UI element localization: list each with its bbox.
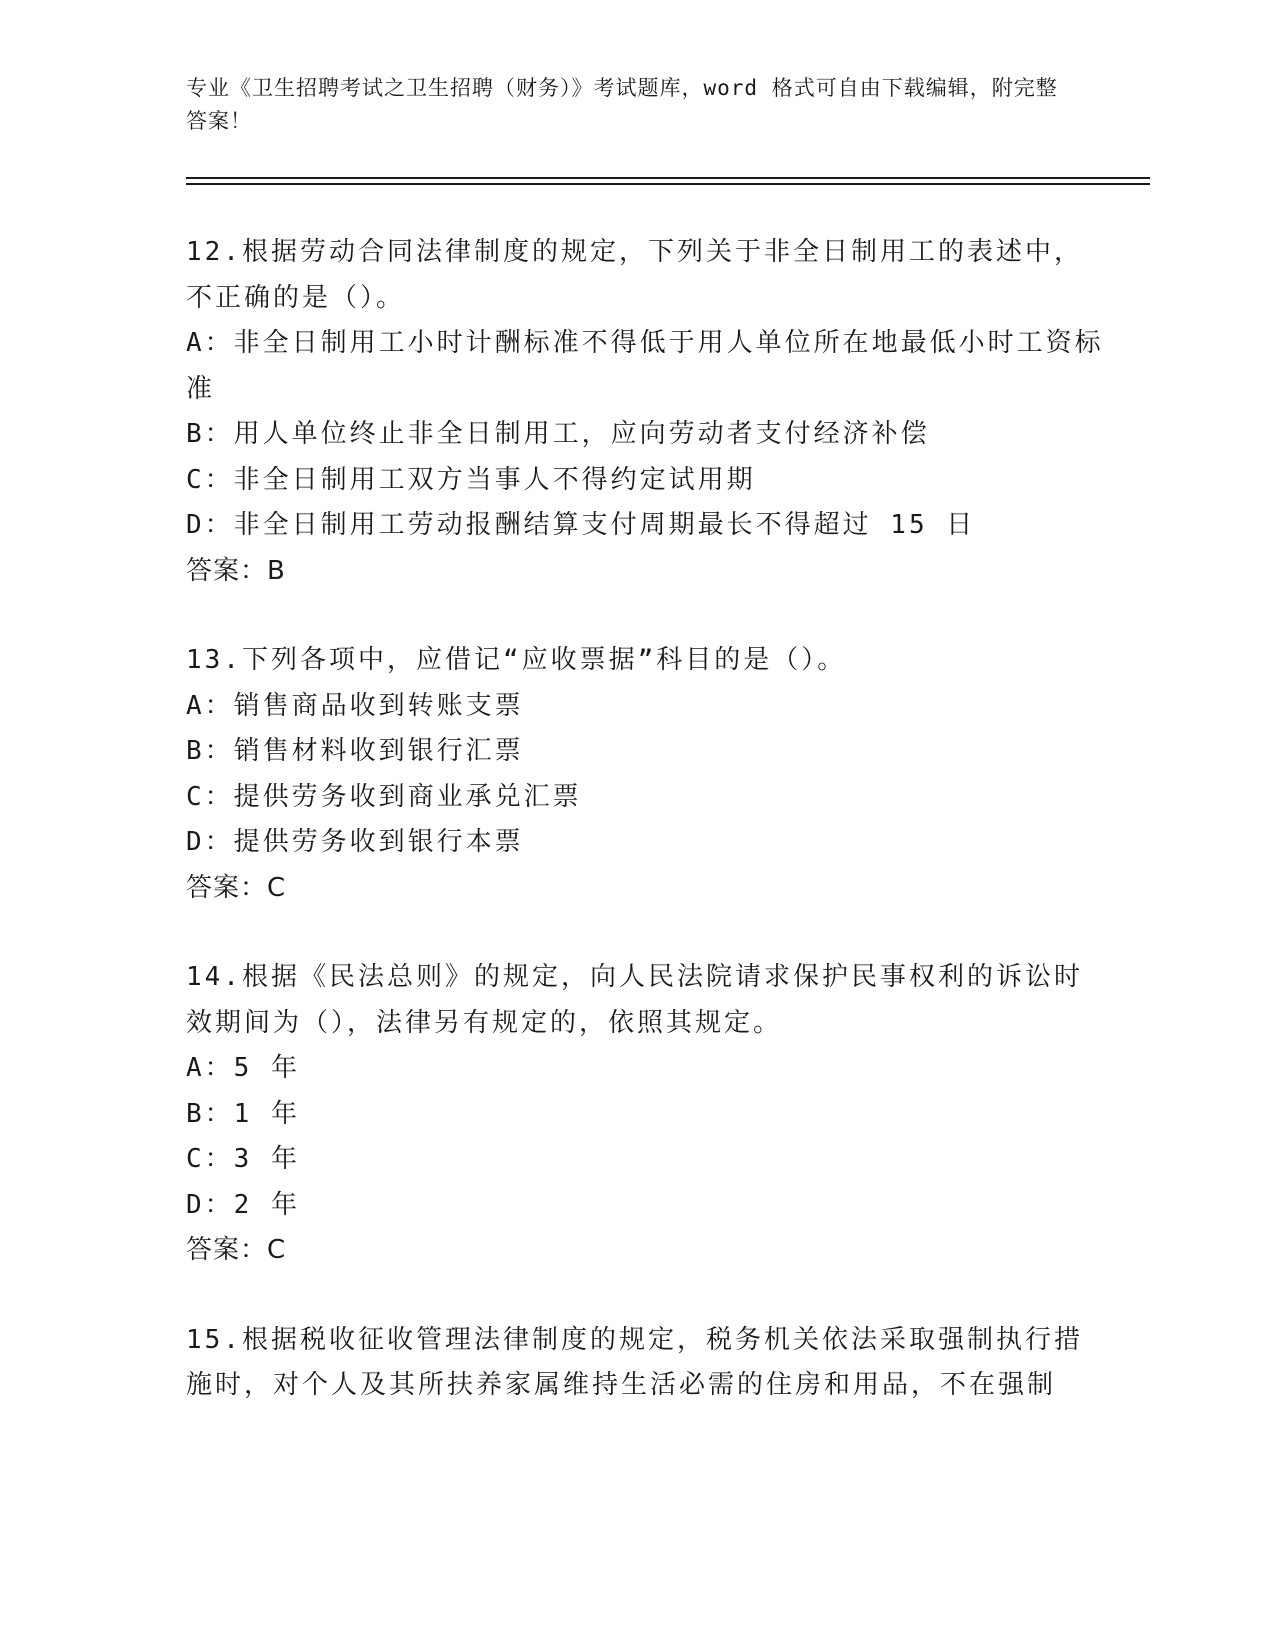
answer-label: 答案：B (186, 555, 286, 586)
option-a: A：销售商品收到转账支票 (186, 690, 524, 721)
question-stem: 12.根据劳动合同法律制度的规定，下列关于非全日制用工的表述中，不正确的是（）。 (186, 237, 1083, 313)
question-stem: 13.下列各项中，应借记“应收票据”科目的是（）。 (186, 645, 847, 675)
option-b: B：销售材料收到银行汇票 (186, 736, 524, 766)
option-b: B：1 年 (186, 1098, 300, 1129)
question-stem: 15.根据税收征收管理法律制度的规定，税务机关依法采取强制执行措施时，对个人及其所扶养家属维持生活必需的住房和用品，不在强制 (186, 1324, 1083, 1400)
document-header: 专业《卫生招聘考试之卫生招聘（财务）》考试题库，word 格式可自由下载编辑，附完整答案！ (186, 76, 1058, 133)
option-d: D：非全日制用工劳动报酬结算支付周期最长不得超过 15 日 (186, 510, 976, 540)
answer-label: 答案：C (186, 872, 287, 903)
option-c: C：非全日制用工双方当事人不得约定试用期 (186, 464, 756, 495)
option-c: C：提供劳务收到商业承兑汇票 (186, 781, 582, 812)
option-d: D：提供劳务收到银行本票 (186, 827, 524, 857)
option-c: C：3 年 (186, 1144, 300, 1174)
header-divider-bottom (186, 183, 1150, 185)
question-stem: 14.根据《民法总则》的规定，向人民法院请求保护民事权利的诉讼时效期间为（），法律另有规定的，依照其规定。 (186, 962, 1083, 1038)
option-d: D：2 年 (186, 1189, 300, 1220)
option-a: A：非全日制用工小时计酬标准不得低于用人单位所在地最低小时工资标准 (186, 328, 1104, 404)
answer-label: 答案：C (186, 1235, 287, 1265)
question-14 (186, 955, 1106, 1274)
question-list (186, 230, 1106, 1453)
question-13 (186, 638, 1106, 911)
option-a: A：5 年 (186, 1053, 300, 1083)
header-divider-top (186, 177, 1150, 179)
option-b: B：用人单位终止非全日制用工，应向劳动者支付经济补偿 (186, 419, 930, 449)
question-12 (186, 230, 1106, 594)
question-15 (186, 1318, 1106, 1409)
